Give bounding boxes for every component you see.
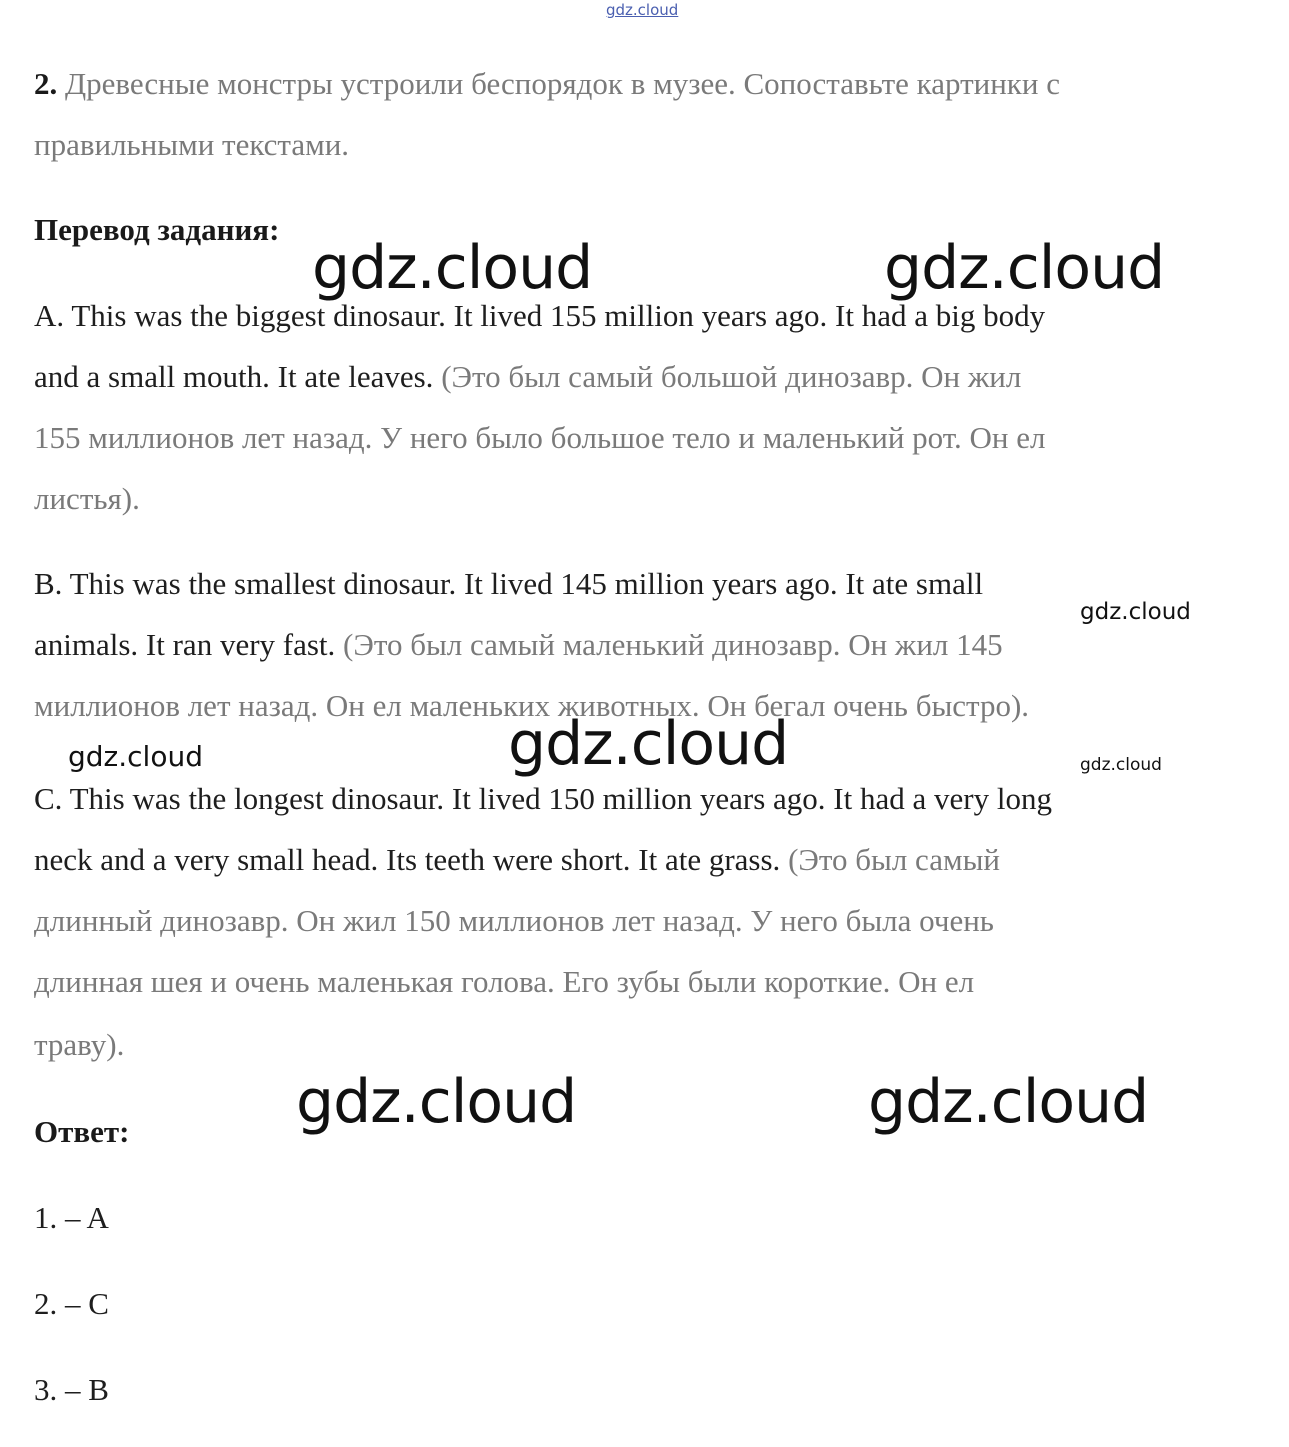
watermark-link-top[interactable]: gdz.cloud [606, 1, 679, 19]
watermark-large-3: gdz.cloud [508, 709, 789, 779]
item-b-line-2 [34, 627, 1003, 663]
watermark-large-4: gdz.cloud [296, 1067, 577, 1137]
item-c-ru-head: (Это был самый [788, 842, 1000, 877]
item-a-line-2 [34, 359, 1021, 395]
item-a-ru-head: (Это был самый большой динозавр. Он жил [441, 359, 1022, 394]
item-a-line-1: A. This was the biggest dinosaur. It lived 155 million years ago. It had a big body [34, 298, 1046, 333]
task-text-1: Древесные монстры устроили беспорядок в музее. Сопоставьте картинки с [65, 66, 1060, 101]
answer-3: 3. – B [34, 1372, 109, 1407]
item-c-line-3: длинный динозавр. Он жил 150 миллионов лет назад. У него была очень [34, 903, 994, 938]
watermark-tiny-1: gdz.cloud [1080, 755, 1162, 775]
translation-heading: Перевод задания: [34, 212, 280, 247]
item-b-ru-head: (Это был самый маленький динозавр. Он жил 145 [343, 627, 1003, 662]
item-b-line-3: миллионов лет назад. Он ел маленьких животных. Он бегал очень быстро). [34, 688, 1030, 723]
item-c-line-4: длинная шея и очень маленькая голова. Его зубы были короткие. Он ел [34, 964, 975, 999]
item-b-line-1: B. This was the smallest dinosaur. It lived 145 million years ago. It ate small [34, 566, 984, 601]
item-b-en-tail: animals. It ran very fast. [34, 627, 344, 662]
item-a-line-4: листья). [34, 481, 140, 516]
watermark-large-2: gdz.cloud [884, 233, 1165, 303]
watermark-large-1: gdz.cloud [312, 233, 593, 303]
watermark-large-5: gdz.cloud [868, 1067, 1149, 1137]
item-a-en-tail: and a small mouth. It ate leaves. [34, 359, 442, 394]
watermark-small-1: gdz.cloud [1080, 599, 1191, 625]
answer-1: 1. – A [34, 1200, 109, 1235]
item-c-line-5: траву). [34, 1027, 125, 1062]
watermark-medium-1: gdz.cloud [68, 740, 203, 773]
task-number: 2. [34, 66, 58, 101]
task-line-1 [34, 66, 1060, 102]
item-c-en-tail: neck and a very small head. Its teeth were short. It ate grass. [34, 842, 789, 877]
item-c-line-2 [34, 842, 1000, 878]
task-text-2: правильными текстами. [34, 127, 350, 162]
item-a-line-3: 155 миллионов лет назад. У него было большое тело и маленький рот. Он ел [34, 420, 1046, 455]
answer-heading: Ответ: [34, 1114, 130, 1149]
answer-2: 2. – C [34, 1286, 109, 1321]
item-c-line-1: C. This was the longest dinosaur. It lived 150 million years ago. It had a very long [34, 781, 1052, 816]
